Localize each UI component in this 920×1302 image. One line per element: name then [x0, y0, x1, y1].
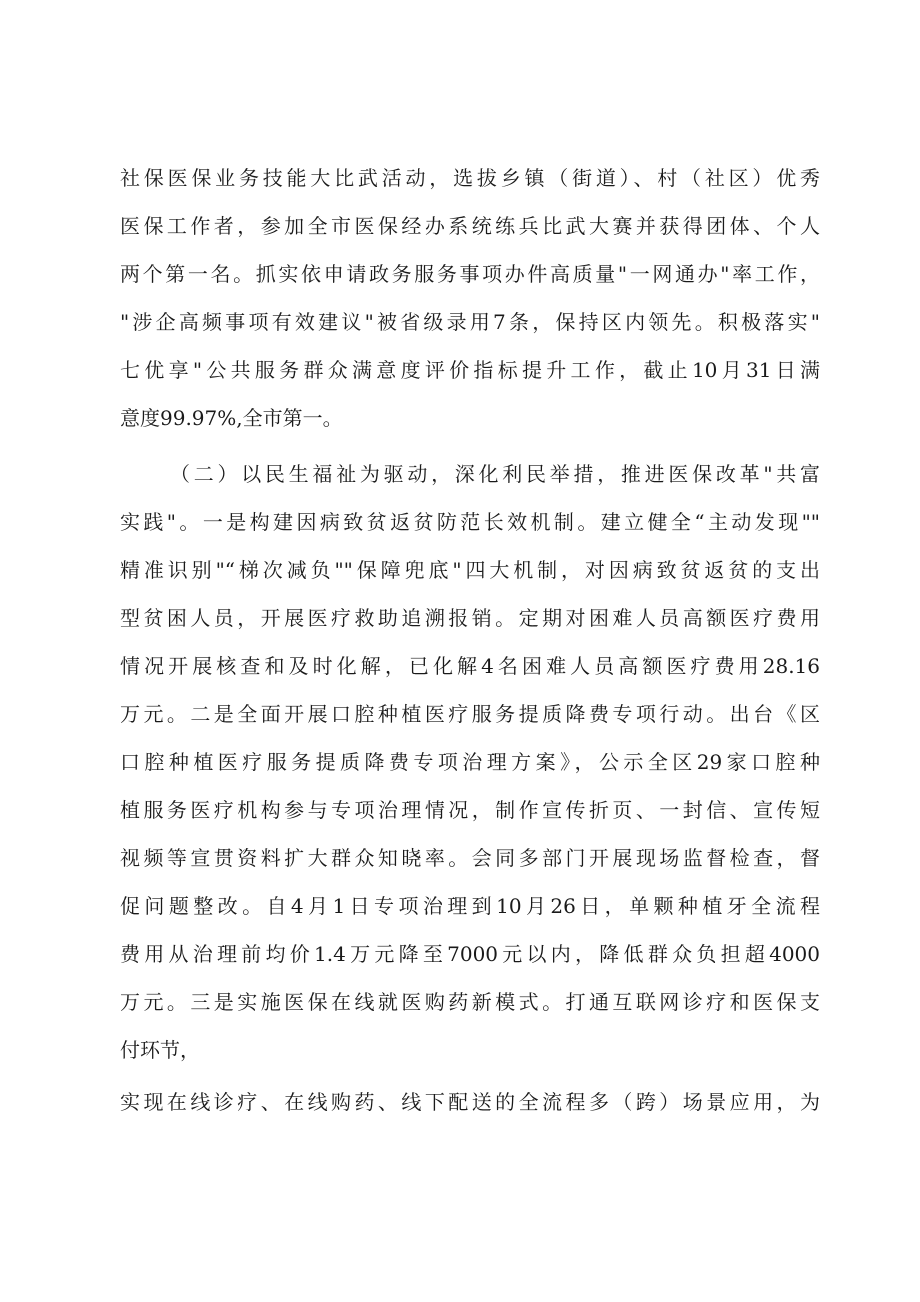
- text-line-15: 视频等宣贯资料扩大群众知晓率。会同多部门开展现场监督检查，督: [120, 846, 820, 870]
- text-line-16: 促问题整改。自4月1日专项治理到10月26日，单颗种植牙全流程: [120, 894, 820, 918]
- text-line-18: 万元。三是实施医保在线就医购药新模式。打通互联网诊疗和医保支: [120, 990, 820, 1014]
- text-line-5: 七优享"公共服务群众满意度评价指标提升工作，截止10月31日满: [120, 358, 820, 382]
- text-line-11: 情况开展核查和及时化解，已化解4名困难人员高额医疗费用28.16: [120, 654, 820, 678]
- text-line-6: 意度99.97%,全市第一。: [120, 406, 343, 430]
- text-line-2: 医保工作者，参加全市医保经办系统练兵比武大赛并获得团体、个人: [120, 214, 820, 238]
- text-line-4: "涉企高频事项有效建议"被省级录用7条，保持区内领先。积极落实": [120, 310, 820, 334]
- text-line-12: 万元。二是全面开展口腔种植医疗服务提质降费专项行动。出台《区: [120, 702, 820, 726]
- text-line-14: 植服务医疗机构参与专项治理情况，制作宣传折页、一封信、宣传短: [120, 798, 820, 822]
- section-heading-line: （二）以民生福祉为驱动，深化利民举措，推进医保改革"共富: [170, 462, 820, 486]
- text-line-20: 实现在线诊疗、在线购药、线下配送的全流程多（跨）场景应用，为: [120, 1090, 820, 1114]
- text-line-9: 精准识别"“梯次减负""保障兜底"四大机制，对因病致贫返贫的支出: [120, 558, 820, 582]
- text-line-3: 两个第一名。抓实依申请政务服务事项办件高质量"一网通办"率工作，: [120, 262, 820, 286]
- text-line-1: 社保医保业务技能大比武活动，选拔乡镇（街道）、村（社区）优秀: [120, 166, 820, 190]
- text-line-10: 型贫困人员，开展医疗救助追溯报销。定期对困难人员高额医疗费用: [120, 606, 820, 630]
- text-line-19: 付环节，: [120, 1038, 200, 1062]
- text-line-17: 费用从治理前均价1.4万元降至7000元以内，降低群众负担超4000: [120, 942, 820, 966]
- text-line-13: 口腔种植医疗服务提质降费专项治理方案》，公示全区29家口腔种: [120, 750, 820, 774]
- text-line-8: 实践"。一是构建因病致贫返贫防范长效机制。建立健全“主动发现"": [120, 510, 820, 534]
